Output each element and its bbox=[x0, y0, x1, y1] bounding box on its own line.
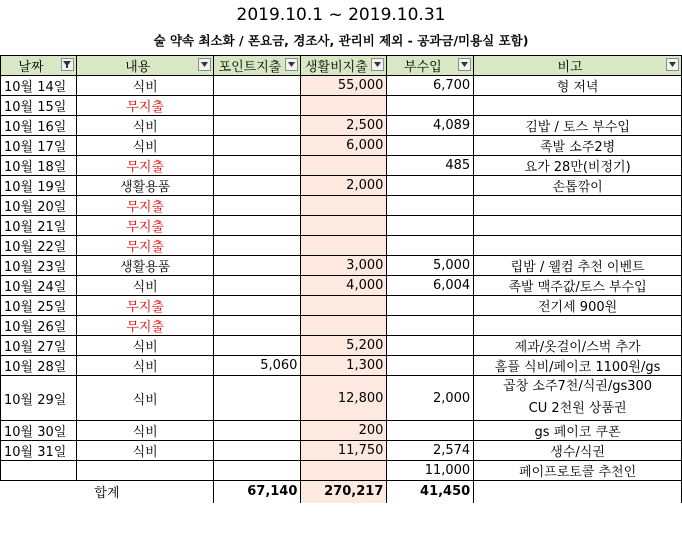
date-cell[interactable]: 10월 26일 bbox=[1, 316, 77, 336]
note-cell[interactable]: 김밥 / 토스 부수입 bbox=[474, 116, 682, 136]
sheet-subtitle: 술 약속 최소화 / 폰요금, 경조사, 관리비 제외 - 공과금/미용실 포함) bbox=[153, 33, 529, 48]
category-cell[interactable]: 식비 bbox=[76, 441, 213, 461]
expense-table-body bbox=[1, 56, 682, 503]
filter-dropdown-button[interactable] bbox=[458, 58, 471, 71]
dropdown-arrow-icon bbox=[373, 60, 382, 69]
category-cell[interactable]: 무지출 bbox=[76, 196, 213, 216]
column-header bbox=[301, 56, 387, 76]
point-spending-cell[interactable] bbox=[214, 116, 301, 136]
table-row bbox=[1, 356, 682, 376]
point-spending-cell[interactable] bbox=[214, 336, 301, 356]
dropdown-arrow-icon bbox=[668, 60, 677, 69]
date-cell[interactable]: 10월 29일 bbox=[1, 376, 77, 421]
category-cell[interactable]: 식비 bbox=[76, 421, 213, 441]
table-row bbox=[1, 336, 682, 356]
date-cell[interactable]: 10월 31일 bbox=[1, 441, 77, 461]
column-header bbox=[214, 56, 301, 76]
category-cell[interactable]: 식비 bbox=[76, 116, 213, 136]
point-spending-cell[interactable] bbox=[214, 296, 301, 316]
table-row bbox=[1, 156, 682, 176]
date-cell[interactable]: 10월 23일 bbox=[1, 256, 77, 276]
note-cell[interactable]: 생수/식권 bbox=[474, 441, 682, 461]
filter-dropdown-button[interactable] bbox=[285, 58, 298, 71]
note-cell[interactable]: 전기세 900원 bbox=[474, 296, 682, 316]
living-spending-cell[interactable]: 1,300 bbox=[301, 356, 387, 376]
date-cell[interactable]: 10월 16일 bbox=[1, 116, 77, 136]
side-income-cell[interactable]: 6,004 bbox=[387, 276, 474, 296]
table-row bbox=[1, 236, 682, 256]
point-spending-cell[interactable] bbox=[214, 196, 301, 216]
side-income-cell[interactable]: 6,700 bbox=[387, 76, 474, 96]
side-income-cell[interactable] bbox=[387, 136, 474, 156]
date-cell[interactable]: 10월 14일 bbox=[1, 76, 77, 96]
table-row bbox=[1, 176, 682, 196]
living-spending-cell[interactable] bbox=[301, 296, 387, 316]
point-spending-cell[interactable] bbox=[214, 376, 301, 421]
note-cell[interactable]: gs 페이코 쿠폰 bbox=[474, 421, 682, 441]
point-spending-cell[interactable]: 5,060 bbox=[214, 356, 301, 376]
point-spending-cell[interactable] bbox=[214, 276, 301, 296]
dropdown-arrow-icon bbox=[200, 60, 209, 69]
side-income-cell[interactable] bbox=[387, 96, 474, 116]
point-spending-cell[interactable] bbox=[214, 421, 301, 441]
column-header bbox=[1, 56, 77, 76]
side-income-cell[interactable] bbox=[387, 316, 474, 336]
category-cell[interactable]: 식비 bbox=[76, 336, 213, 356]
living-spending-cell[interactable] bbox=[301, 316, 387, 336]
side-income-cell[interactable] bbox=[387, 356, 474, 376]
category-cell[interactable]: 식비 bbox=[76, 76, 213, 96]
note-cell[interactable] bbox=[474, 236, 682, 256]
note-cell[interactable]: 손톱깎이 bbox=[474, 176, 682, 196]
date-cell[interactable]: 10월 25일 bbox=[1, 296, 77, 316]
side-income-cell[interactable]: 2,574 bbox=[387, 441, 474, 461]
totals-row bbox=[1, 481, 682, 503]
note-cell[interactable]: 홈플 식비/페이코 1100원/gs bbox=[474, 356, 682, 376]
total-point-spending[interactable]: 67,140 bbox=[214, 481, 301, 503]
note-line: CU 2천원 상품권 bbox=[528, 401, 627, 416]
category-cell[interactable]: 무지출 bbox=[76, 216, 213, 236]
table-row bbox=[1, 116, 682, 136]
date-cell[interactable]: 10월 17일 bbox=[1, 136, 77, 156]
point-spending-cell[interactable] bbox=[214, 316, 301, 336]
date-cell[interactable]: 10월 30일 bbox=[1, 421, 77, 441]
living-spending-cell[interactable]: 3,000 bbox=[301, 256, 387, 276]
living-spending-cell[interactable] bbox=[301, 96, 387, 116]
table-row bbox=[1, 76, 682, 96]
side-income-cell[interactable] bbox=[387, 421, 474, 441]
date-cell[interactable]: 10월 21일 bbox=[1, 216, 77, 236]
living-spending-cell[interactable] bbox=[301, 461, 387, 481]
expense-table bbox=[0, 55, 682, 503]
point-spending-cell[interactable] bbox=[214, 216, 301, 236]
living-spending-cell[interactable]: 2,500 bbox=[301, 116, 387, 136]
dropdown-arrow-icon bbox=[460, 60, 469, 69]
point-spending-cell[interactable] bbox=[214, 441, 301, 461]
side-income-cell[interactable] bbox=[387, 196, 474, 216]
column-header-label: 비고 bbox=[557, 60, 583, 75]
date-cell[interactable] bbox=[1, 461, 77, 481]
table-row bbox=[1, 196, 682, 216]
table-row bbox=[1, 96, 682, 116]
table-row bbox=[1, 421, 682, 441]
date-cell[interactable]: 10월 15일 bbox=[1, 96, 77, 116]
side-income-cell[interactable] bbox=[387, 336, 474, 356]
category-cell[interactable]: 무지출 bbox=[76, 316, 213, 336]
side-income-cell[interactable] bbox=[387, 176, 474, 196]
note-cell[interactable]: 족발 맥주값/토스 부수입 bbox=[474, 276, 682, 296]
category-cell[interactable]: 생활용품 bbox=[76, 256, 213, 276]
note-cell[interactable]: 요가 28만(비정기) bbox=[474, 156, 682, 176]
point-spending-cell[interactable] bbox=[214, 236, 301, 256]
note-cell[interactable]: 립밤 / 웰컴 추천 이벤트 bbox=[474, 256, 682, 276]
category-cell[interactable]: 식비 bbox=[76, 136, 213, 156]
column-header-label: 부수입 bbox=[403, 60, 442, 75]
point-spending-cell[interactable] bbox=[214, 461, 301, 481]
point-spending-cell[interactable] bbox=[214, 156, 301, 176]
date-cell[interactable]: 10월 22일 bbox=[1, 236, 77, 256]
category-cell[interactable]: 식비 bbox=[76, 356, 213, 376]
column-header bbox=[474, 56, 682, 76]
header-row bbox=[1, 56, 682, 76]
category-cell[interactable]: 무지출 bbox=[76, 96, 213, 116]
table-row bbox=[1, 136, 682, 156]
date-cell[interactable]: 10월 28일 bbox=[1, 356, 77, 376]
note-cell[interactable] bbox=[474, 96, 682, 116]
living-spending-cell[interactable]: 55,000 bbox=[301, 76, 387, 96]
date-cell[interactable]: 10월 27일 bbox=[1, 336, 77, 356]
side-income-cell[interactable]: 11,000 bbox=[387, 461, 474, 481]
note-cell[interactable] bbox=[474, 216, 682, 236]
table-row bbox=[1, 316, 682, 336]
point-spending-cell[interactable] bbox=[214, 256, 301, 276]
total-note-cell[interactable] bbox=[474, 481, 682, 503]
category-cell[interactable]: 식비 bbox=[76, 276, 213, 296]
category-cell[interactable]: 무지출 bbox=[76, 296, 213, 316]
filter-dropdown-button[interactable] bbox=[371, 58, 384, 71]
column-header-label: 생활비지출 bbox=[305, 60, 368, 75]
total-living-spending[interactable]: 270,217 bbox=[301, 481, 387, 503]
column-header-label: 포인트지출 bbox=[218, 60, 282, 75]
dropdown-arrow-icon bbox=[287, 60, 296, 69]
table-row bbox=[1, 296, 682, 316]
side-income-cell[interactable] bbox=[387, 236, 474, 256]
note-cell[interactable] bbox=[474, 376, 682, 421]
note-cell[interactable]: 형 저녁 bbox=[474, 76, 682, 96]
note-cell[interactable]: 페이프로토콜 추천인 bbox=[474, 461, 682, 481]
category-cell[interactable]: 식비 bbox=[76, 376, 213, 421]
total-side-income[interactable]: 41,450 bbox=[387, 481, 474, 503]
living-spending-cell[interactable] bbox=[301, 236, 387, 256]
table-row bbox=[1, 376, 682, 421]
date-cell[interactable]: 10월 20일 bbox=[1, 196, 77, 216]
side-income-cell[interactable]: 4,089 bbox=[387, 116, 474, 136]
side-income-cell[interactable] bbox=[387, 216, 474, 236]
table-row bbox=[1, 256, 682, 276]
category-cell[interactable]: 무지출 bbox=[76, 236, 213, 256]
living-spending-cell[interactable]: 6,000 bbox=[301, 136, 387, 156]
living-spending-cell[interactable]: 12,800 bbox=[301, 376, 387, 421]
side-income-cell[interactable] bbox=[387, 296, 474, 316]
date-cell[interactable]: 10월 19일 bbox=[1, 176, 77, 196]
side-income-cell[interactable]: 485 bbox=[387, 156, 474, 176]
note-cell[interactable]: 족발 소주2병 bbox=[474, 136, 682, 156]
category-cell[interactable]: 무지출 bbox=[76, 156, 213, 176]
column-header-label: 날짜 bbox=[18, 60, 44, 75]
living-spending-cell[interactable]: 4,000 bbox=[301, 276, 387, 296]
point-spending-cell[interactable] bbox=[214, 76, 301, 96]
table-row bbox=[1, 276, 682, 296]
point-spending-cell[interactable] bbox=[214, 96, 301, 116]
note-cell[interactable] bbox=[474, 196, 682, 216]
note-cell[interactable] bbox=[474, 316, 682, 336]
point-spending-cell[interactable] bbox=[214, 176, 301, 196]
category-cell[interactable] bbox=[76, 461, 213, 481]
date-cell[interactable]: 10월 18일 bbox=[1, 156, 77, 176]
column-header bbox=[387, 56, 474, 76]
living-spending-cell[interactable]: 200 bbox=[301, 421, 387, 441]
filter-dropdown-button[interactable] bbox=[666, 58, 679, 71]
sheet-title: 2019.10.1 ~ 2019.10.31 bbox=[236, 5, 446, 25]
note-cell[interactable]: 제과/옷걸이/스벅 추가 bbox=[474, 336, 682, 356]
category-cell[interactable]: 생활용품 bbox=[76, 176, 213, 196]
side-income-cell[interactable]: 5,000 bbox=[387, 256, 474, 276]
table-row bbox=[1, 461, 682, 481]
note-line: 곱창 소주7천/식권/gs300 bbox=[503, 379, 653, 394]
filter-active-icon bbox=[63, 60, 72, 69]
table-row bbox=[1, 216, 682, 236]
date-cell[interactable]: 10월 24일 bbox=[1, 276, 77, 296]
filter-dropdown-button[interactable] bbox=[61, 58, 74, 71]
table-row bbox=[1, 441, 682, 461]
living-spending-cell[interactable] bbox=[301, 216, 387, 236]
living-spending-cell[interactable]: 2,000 bbox=[301, 176, 387, 196]
filter-dropdown-button[interactable] bbox=[198, 58, 211, 71]
point-spending-cell[interactable] bbox=[214, 136, 301, 156]
living-spending-cell[interactable]: 5,200 bbox=[301, 336, 387, 356]
column-header-label: 내용 bbox=[125, 60, 151, 75]
living-spending-cell[interactable] bbox=[301, 196, 387, 216]
living-spending-cell[interactable]: 11,750 bbox=[301, 441, 387, 461]
side-income-cell[interactable]: 2,000 bbox=[387, 376, 474, 421]
totals-label[interactable]: 합계 bbox=[1, 481, 214, 503]
column-header bbox=[76, 56, 213, 76]
living-spending-cell[interactable] bbox=[301, 156, 387, 176]
